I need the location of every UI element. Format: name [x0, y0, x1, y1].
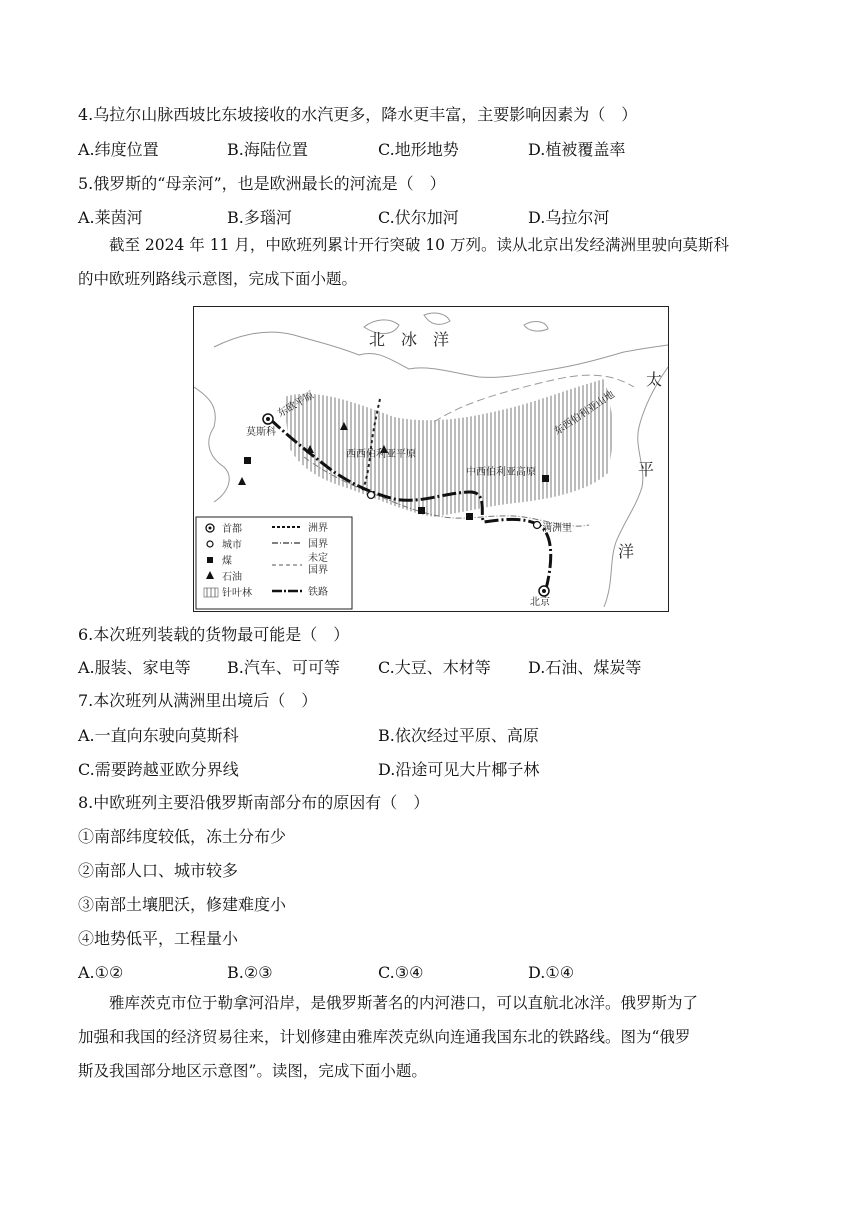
q4-stem: 4.乌拉尔山脉西坡比东坡接收的水汽更多，降水更丰富，主要影响因素为（ ）: [78, 105, 638, 124]
legend-capital-icon: [206, 524, 214, 532]
q5-option-b[interactable]: B.多瑙河: [227, 208, 292, 227]
beijing-label: 北京: [530, 597, 550, 608]
q7-option-a[interactable]: A.一直向东驶向莫斯科: [78, 726, 239, 745]
coniferous-forest-zone: [284, 379, 612, 517]
q5-option-d[interactable]: D.乌拉尔河: [528, 208, 610, 227]
pacific-ocean-label-3: 洋: [618, 542, 635, 561]
q5-option-a[interactable]: A.莱茵河: [78, 208, 143, 227]
q7-stem: 7.本次班列从满洲里出境后（ ）: [78, 691, 318, 710]
passage-1: [78, 228, 778, 296]
q5-option-c[interactable]: C.伏尔加河: [378, 208, 459, 227]
q7-option-c[interactable]: C.需要跨越亚欧分界线: [78, 760, 239, 779]
legend-undefined-border-label-1: 未定: [308, 553, 328, 564]
passage-1-line-2: 的中欧班列路线示意图，完成下面小题。: [78, 270, 358, 288]
q6-stem: 6.本次班列装载的货物最可能是（ ）: [78, 625, 350, 644]
europe-coast: [194, 387, 229, 502]
q7-options-row-2: [78, 759, 778, 781]
q8-statement-1: ①南部纬度较低，冻土分布少: [78, 827, 287, 846]
passage-2-line-3: 斯及我国部分地区示意图”。读图，完成下面小题。: [78, 1062, 427, 1080]
legend-railway-label: 铁路: [308, 587, 328, 598]
q6-option-a[interactable]: A.服装、家电等: [78, 658, 191, 677]
central-siberian-plateau-label: 中西伯利亚高原: [466, 467, 536, 478]
q8-stem: 8.中欧班列主要沿俄罗斯南部分布的原因有（ ）: [78, 793, 430, 812]
moscow-capital-marker: [263, 414, 273, 424]
legend-country-border-label: 国界: [308, 539, 328, 550]
passage-1-line-1: 截至 2024 年 11 月，中欧班列累计开行突破 10 万列。读从北京出发经满洲里驶向莫斯科: [109, 236, 729, 254]
q5-options: [78, 207, 778, 229]
coal-marker: [466, 513, 473, 520]
city-marker: [368, 492, 375, 499]
legend-continent-border-label: 洲界: [308, 523, 328, 534]
legend-undefined-border-label-2: 国界: [308, 565, 328, 576]
legend-forest-icon: [204, 588, 218, 597]
q4-option-b[interactable]: B.海陆位置: [227, 140, 308, 159]
q8-option-d[interactable]: D.①④: [528, 963, 575, 982]
q5-stem: 5.俄罗斯的“母亲河”，也是欧洲最长的河流是（ ）: [78, 174, 446, 193]
west-siberian-plain-label: 西西伯利亚平原: [346, 449, 416, 460]
coal-marker: [244, 457, 251, 464]
q8-option-a[interactable]: A.①②: [78, 963, 124, 982]
beijing-capital-marker: [539, 586, 549, 596]
legend-city-label: 城市: [222, 540, 242, 551]
q6-option-c[interactable]: C.大豆、木材等: [378, 658, 491, 677]
map-svg: [194, 307, 668, 611]
legend-coal-label: 煤: [222, 556, 232, 567]
oil-marker: [238, 477, 246, 485]
q4-option-a[interactable]: A.纬度位置: [78, 140, 159, 159]
pacific-ocean-label-2: 平: [638, 460, 655, 479]
pacific-ocean-label-1: 太: [646, 370, 663, 389]
manzhouli-label: 满洲里: [542, 523, 572, 534]
q8-options: [78, 962, 778, 984]
pacific-coastline: [604, 367, 668, 607]
passage-2-line-1: 雅库茨克市位于勒拿河沿岸，是俄罗斯著名的内河港口，可以直航北冰洋。俄罗斯为了: [109, 994, 699, 1012]
manzhouli-city-marker: [534, 522, 541, 529]
coal-marker: [418, 507, 425, 514]
q4-options: [78, 139, 778, 161]
q8-statement-2: ②南部人口、城市较多: [78, 861, 239, 880]
arctic-ocean-label: 北 冰 洋: [369, 330, 450, 349]
passage-2-line-2: 加强和我国的经济贸易往来，计划修建由雅库茨克纵向连通我国东北的铁路线。图为“俄罗: [78, 1028, 691, 1046]
q8-statement-3: ③南部土壤肥沃，修建难度小: [78, 895, 287, 914]
q8-statement-4: ④地势低平，工程量小: [78, 929, 239, 948]
legend-forest-label: 针叶林: [222, 588, 252, 599]
q4-option-d[interactable]: D.植被覆盖率: [528, 140, 626, 159]
q7-option-d[interactable]: D.沿途可见大片椰子林: [378, 760, 540, 779]
legend-oil-label: 石油: [222, 572, 242, 583]
q4-option-c[interactable]: C.地形地势: [378, 140, 459, 159]
china-europe-railway-map: [193, 306, 669, 612]
legend-city-icon: [207, 541, 213, 547]
moscow-label: 莫斯科: [246, 427, 276, 438]
east-siberian-mountains-label: 东西伯利亚山地: [552, 389, 617, 438]
q8-option-b[interactable]: B.②③: [227, 963, 273, 982]
passage-2: [78, 986, 778, 1088]
q7-option-b[interactable]: B.依次经过平原、高原: [378, 726, 539, 745]
legend-coal-icon: [207, 557, 213, 563]
coal-marker: [542, 475, 549, 482]
q6-option-b[interactable]: B.汽车、可可等: [227, 658, 340, 677]
q6-option-d[interactable]: D.石油、煤炭等: [528, 658, 642, 677]
q7-options-row-1: [78, 725, 778, 747]
q6-options: [78, 657, 778, 679]
q8-option-c[interactable]: C.③④: [378, 963, 424, 982]
map-legend: [196, 517, 352, 609]
legend-capital-label: 首都: [222, 524, 242, 535]
east-european-plain-label: 东欧平原: [276, 390, 317, 420]
